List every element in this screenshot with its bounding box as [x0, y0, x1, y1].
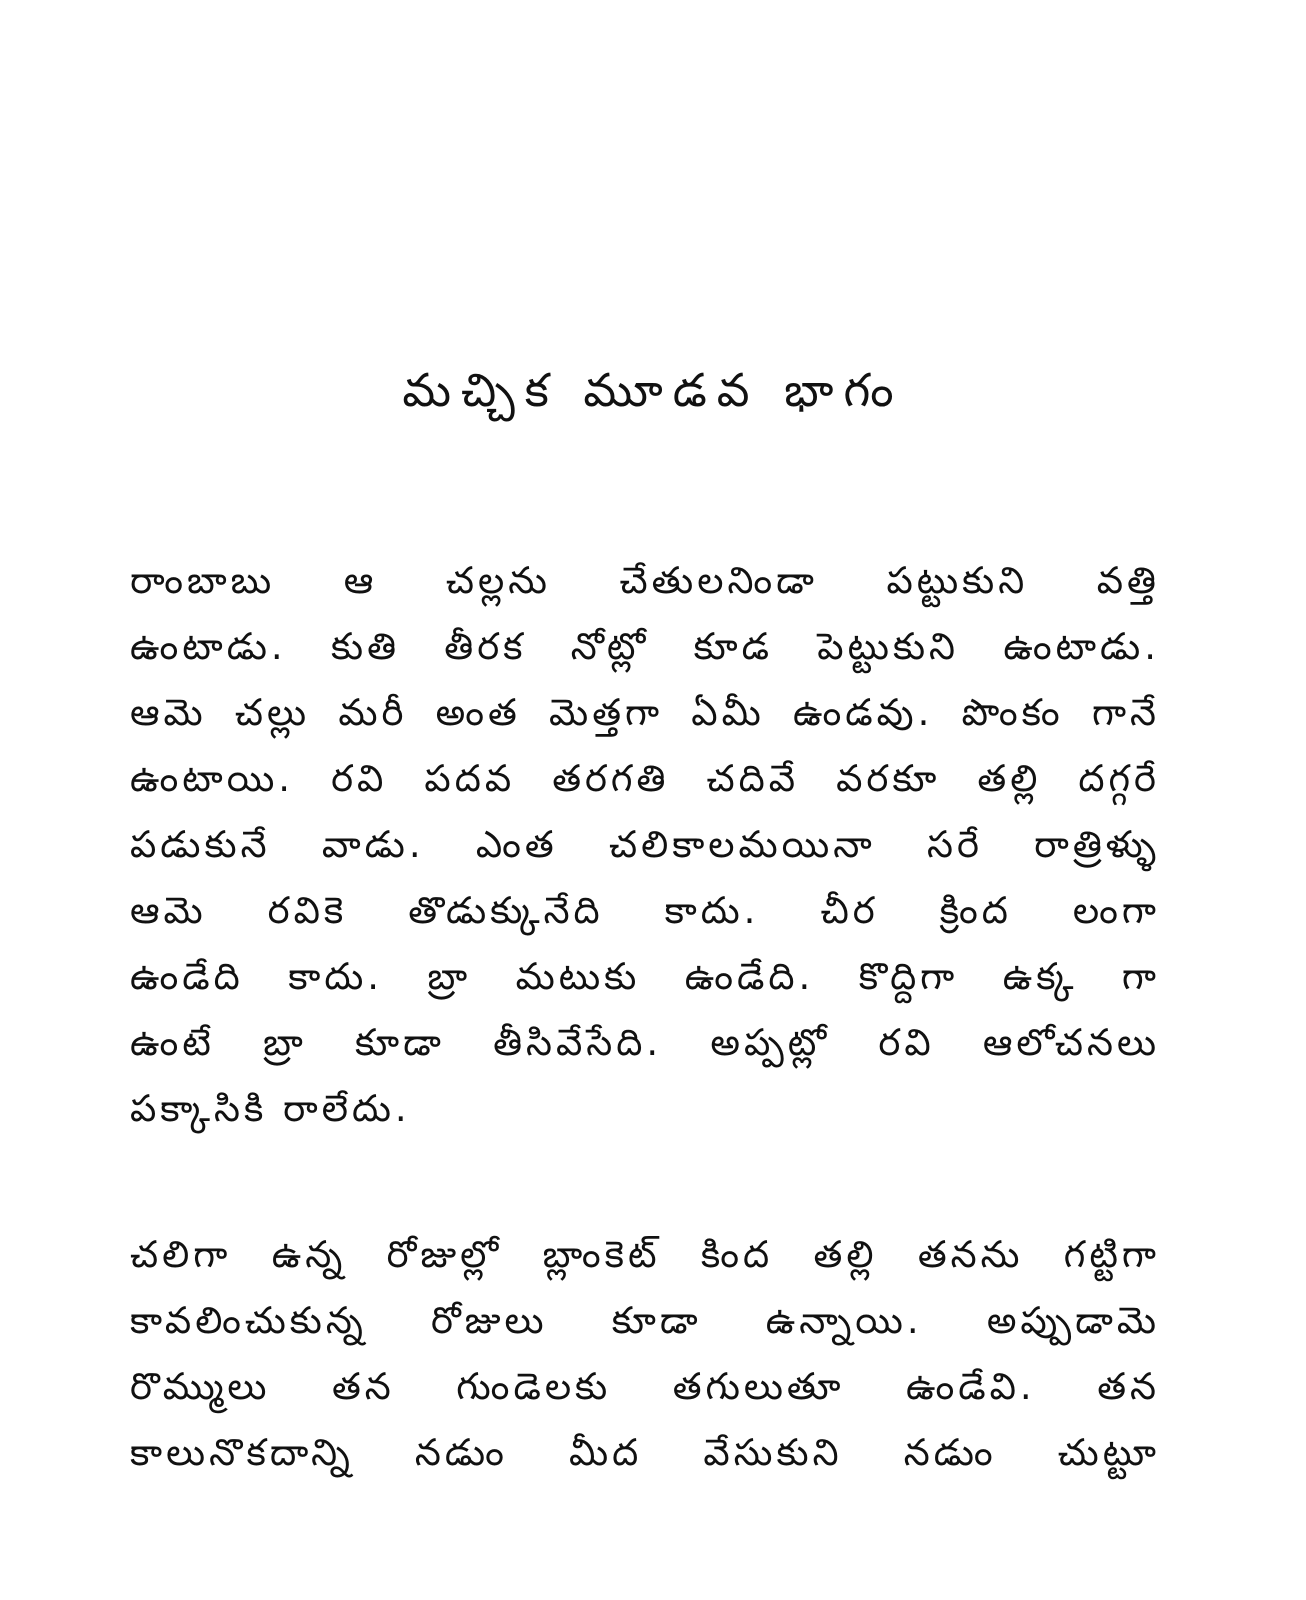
text-line: రొమ్ములు తన గుండెలకు తగులుతూ ఉండేవి. తన: [130, 1365, 1160, 1408]
paragraph-2: [130, 1222, 1160, 1486]
text-line: ఉంటే బ్రా కూడా తీసివేసేది. అప్పట్లో రవి ఆలోచనలు: [130, 1021, 1160, 1064]
text-line: రాంబాబు ఆ చల్లను చేతులనిండా పట్టుకుని వత్తి: [130, 559, 1160, 602]
text-line: కావలించుకున్న రోజులు కూడా ఉన్నాయి. అప్పుడామె: [130, 1299, 1160, 1342]
text-line: ఆమె చల్లు మరీ అంత మెత్తగా ఏమీ ఉండవు. పొంకం గానే: [130, 691, 1160, 734]
text-line: ఉంటాయి. రవి పదవ తరగతి చదివే వరకూ తల్లి దగ్గరే: [130, 757, 1160, 800]
text-line: కాలునొకదాన్ని నడుం మీద వేసుకుని నడుం చుట్టూ: [130, 1431, 1160, 1474]
text-line: పక్కాసికి రాలేదు.: [130, 1087, 411, 1130]
text-line: ఆమె రవికె తొడుక్కునేది కాదు. చీర క్రింద లంగా: [130, 889, 1160, 932]
page-title: మచ్చిక మూడవ భాగం: [402, 363, 904, 417]
paragraph-1: [130, 548, 1160, 1142]
text-line: ఉంటాడు. కుతి తీరక నోట్లో కూడ పెట్టుకుని ఉంటాడు.: [130, 625, 1160, 668]
text-line: ఉండేది కాదు. బ్రా మటుకు ఉండేది. కొద్దిగా ఉక్క గా: [130, 955, 1160, 998]
text-line: పడుకునే వాడు. ఎంత చలికాలమయినా సరే రాత్రిళ్ళు: [130, 823, 1160, 866]
text-line: చలిగా ఉన్న రోజుల్లో బ్లాంకెట్ కింద తల్లి తనను గట్టిగా: [130, 1233, 1160, 1276]
